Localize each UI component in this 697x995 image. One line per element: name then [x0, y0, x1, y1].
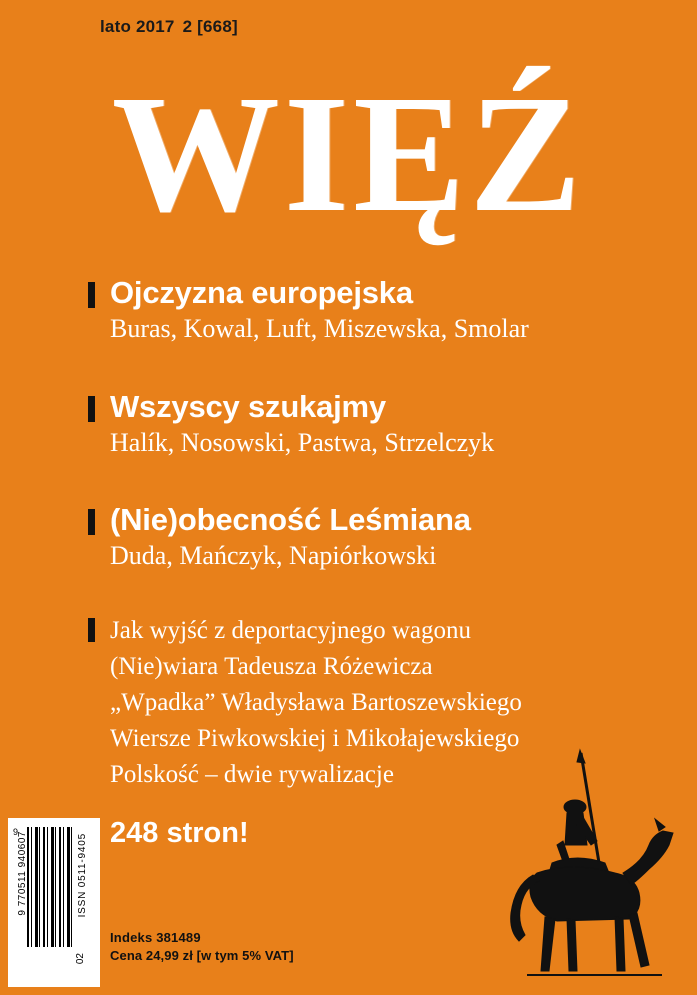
barcode: [8, 818, 100, 987]
barcode-bars: [27, 827, 75, 947]
accent-bar: [88, 396, 95, 422]
accent-bar: [88, 618, 95, 642]
accent-bar: [88, 509, 95, 535]
masthead-title: WIĘŹ: [111, 61, 586, 247]
feature-block-2: [88, 390, 648, 458]
list-item: Wiersze Piwkowskiej i Mikołajewskiego: [110, 725, 520, 752]
list-item: Polskość – dwie rywalizacje: [110, 761, 394, 788]
horseman-with-lance-icon: [497, 745, 687, 985]
price-label: Cena 24,99 zł [w tym 5% VAT]: [110, 948, 294, 963]
index-number: Indeks 381489: [110, 930, 201, 945]
accent-bar: [88, 282, 95, 308]
feature-block-3: [88, 503, 648, 571]
barcode-digits: 9 770511 940607: [17, 831, 28, 916]
feature-block-1: [88, 276, 648, 344]
issue-season-year: lato 2017: [100, 17, 175, 36]
feature-authors: Halík, Nosowski, Pastwa, Strzelczyk: [110, 427, 495, 457]
barcode-issue-code: 02: [75, 953, 86, 965]
list-item: Jak wyjść z deportacyjnego wagonu: [110, 617, 471, 644]
list-item: „Wpadka” Władysława Bartoszewskiego: [110, 689, 522, 716]
page-count-note: 248 stron!: [110, 817, 249, 849]
issue-line: [100, 17, 238, 37]
issn-label: ISSN 0511-9405: [77, 833, 88, 918]
barcode-check-digit: 9: [13, 827, 19, 837]
list-item: (Nie)wiara Tadeusza Różewicza: [110, 653, 433, 680]
feature-authors: Buras, Kowal, Luft, Miszewska, Smolar: [110, 313, 529, 343]
footer-info: [110, 930, 294, 963]
feature-title: Wszyscy szukajmy: [110, 389, 386, 424]
feature-authors: Duda, Mańczyk, Napiórkowski: [110, 540, 437, 570]
feature-title: Ojczyzna europejska: [110, 275, 413, 310]
feature-title: (Nie)obecność Leśmiana: [110, 502, 471, 537]
issue-number: 2 [668]: [182, 17, 238, 36]
